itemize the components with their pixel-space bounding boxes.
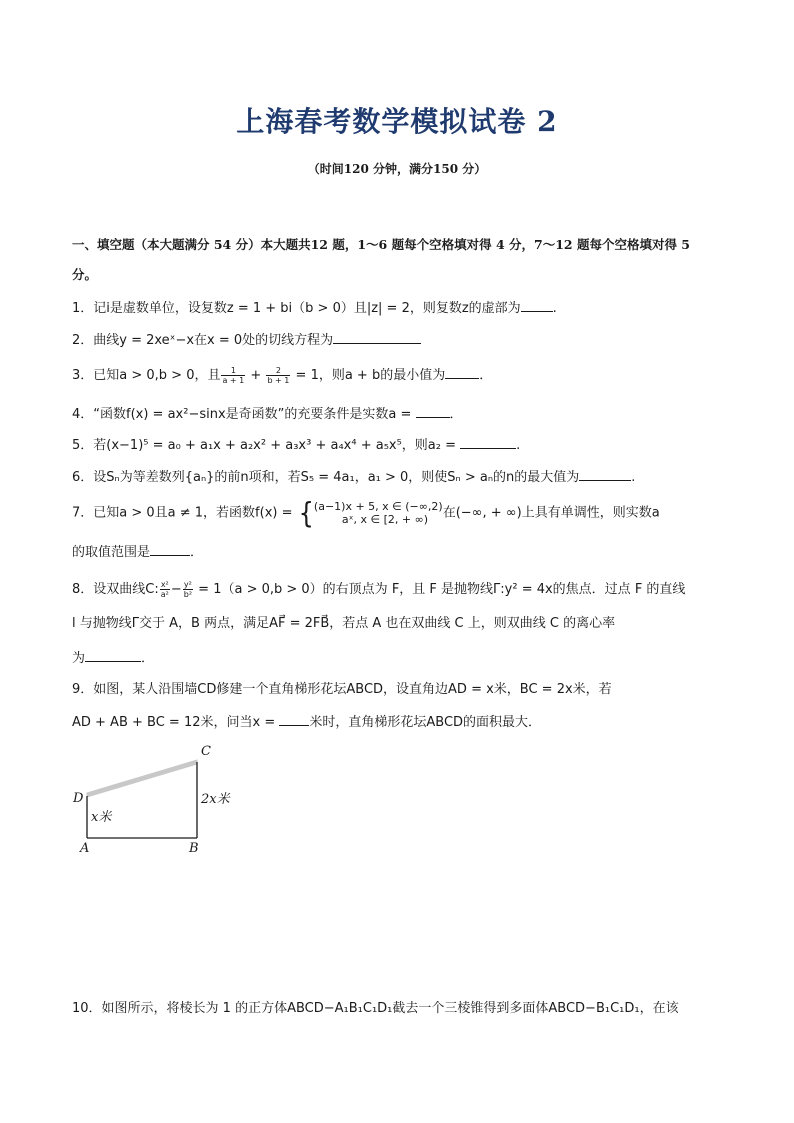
question-9-text-b: 米时，直角梯形花坛ABCD的面积最大． <box>309 715 542 730</box>
question-4-text: 4．“函数f(x) = ax²−sinx是奇函数”的充要条件是实数a = <box>72 407 416 422</box>
question-7 <box>72 495 660 530</box>
question-10: 10．如图所示，将棱长为 1 的正方体ABCD−A₁B₁C₁D₁截去一个三棱锥得到多面体ABCD−B₁C₁D₁，在该 <box>72 1001 679 1016</box>
label-d: D <box>73 791 84 806</box>
answer-blank <box>445 366 479 379</box>
question-1 <box>72 299 557 318</box>
fraction <box>160 580 170 599</box>
question-7-text-post: 在(−∞, + ∞)上具有单调性，则实数a <box>442 505 660 521</box>
question-1-text: 1．记i是虚数单位，设复数z = 1 + bi（b > 0）且|z| = 2，则复数z的虚部为 <box>72 301 521 316</box>
question-9-line2 <box>72 713 541 732</box>
question-3 <box>72 366 492 385</box>
answer-blank <box>333 331 421 344</box>
answer-blank <box>416 405 450 418</box>
minus-sign: − <box>170 582 182 597</box>
section-header-line2: 分。 <box>72 267 98 282</box>
page-subtitle: （时间120 分钟，满分150 分） <box>307 162 487 176</box>
section-header-line1: 一、填空题（本大题满分 54 分）本大题共12 题，1～6 题每个空格填对得 4 分，7～12 题每个空格填对得 5 <box>72 237 690 252</box>
punct: ． <box>190 545 204 560</box>
question-6 <box>72 468 635 487</box>
question-8 <box>72 580 685 599</box>
punct: . <box>516 438 521 453</box>
fraction <box>183 580 193 599</box>
page-title: 上海春考数学模拟试卷 2 <box>236 105 558 138</box>
question-2-text: 2．曲线y = 2xeˣ−x在x = 0处的切线方程为 <box>72 333 334 348</box>
question-7-text-line2: 的取值范围是 <box>72 545 151 560</box>
fraction-denominator: b² <box>183 590 193 599</box>
question-7-line2 <box>72 543 203 562</box>
punct: ． <box>479 368 493 383</box>
question-3-text-post: = 1，则a + b的最小值为 <box>291 368 446 383</box>
question-8-text-line3: 为 <box>72 651 86 666</box>
label-c: C <box>201 744 211 759</box>
punct: . <box>552 301 557 316</box>
label-a: A <box>80 841 90 856</box>
question-5 <box>72 436 520 455</box>
plus-sign: + <box>246 368 266 383</box>
label-ad-length: x米 <box>91 810 112 825</box>
fraction-numerator: 1 <box>221 366 245 376</box>
answer-blank <box>85 649 141 662</box>
fraction-numerator: 2 <box>266 366 290 376</box>
question-7-text-pre: 7．已知a > 0且a ≠ 1，若函数f(x) = <box>72 505 297 521</box>
answer-blank <box>150 543 190 556</box>
question-4 <box>72 405 463 424</box>
question-8-text-b: = 1（a > 0,b > 0）的右顶点为 F，且 F 是抛物线Γ:y² = 4x的焦点．过点 F 的直线 <box>194 582 686 597</box>
question-6-text: 6．设Sₙ为等差数列{aₙ}的前n项和，若S₅ = 4a₁，a₁ > 0，则使Sₙ > aₙ的n的最大值为 <box>72 470 580 485</box>
punct: ． <box>449 407 463 422</box>
fraction-denominator: a² <box>160 590 169 599</box>
answer-blank <box>279 713 309 726</box>
fraction-denominator: a + 1 <box>222 376 245 385</box>
fraction <box>266 366 290 385</box>
question-5-text: 5．若(x−1)⁵ = a₀ + a₁x + a₂x² + a₃x³ + a₄x⁴ + a₅x⁵，则a₂ = <box>72 438 461 453</box>
wall-cd <box>87 760 197 797</box>
piecewise-function <box>298 495 443 530</box>
fraction-numerator: x² <box>160 580 169 589</box>
question-3-text-pre: 3．已知a > 0,b > 0，且 <box>72 368 221 383</box>
brace-symbol: { <box>298 495 314 530</box>
label-bc-length: 2x米 <box>201 792 230 807</box>
punct: . <box>631 470 636 485</box>
question-8-line3 <box>72 649 154 668</box>
piece-row-1: (a−1)x + 5, x ∈ (−∞,2) <box>313 500 443 513</box>
punct: ． <box>141 651 155 666</box>
fraction <box>221 366 245 385</box>
answer-blank <box>579 468 631 481</box>
question-9-line1: 9．如图，某人沿围墙CD修建一个直角梯形花坛ABCD，设直角边AD = x米，BC = 2x米，若 <box>72 682 612 697</box>
question-8-text-a: 8．设双曲线C: <box>72 582 159 597</box>
question-2 <box>72 331 421 350</box>
label-b: B <box>189 841 199 856</box>
fraction-numerator: y² <box>183 580 192 589</box>
question-9-text-a: AD + AB + BC = 12米，问当x = <box>72 715 280 730</box>
fraction-denominator: b + 1 <box>267 376 290 385</box>
answer-blank <box>521 299 553 312</box>
piece-row-2: aˣ, x ∈ [2, + ∞) <box>341 513 429 526</box>
question-8-line2: l 与抛物线Γ交于 A，B 两点，满足AF⃗ = 2FB⃗，若点 A 也在双曲线 C 上，则双曲线 C 的离心率 <box>72 616 616 631</box>
answer-blank <box>460 436 516 449</box>
